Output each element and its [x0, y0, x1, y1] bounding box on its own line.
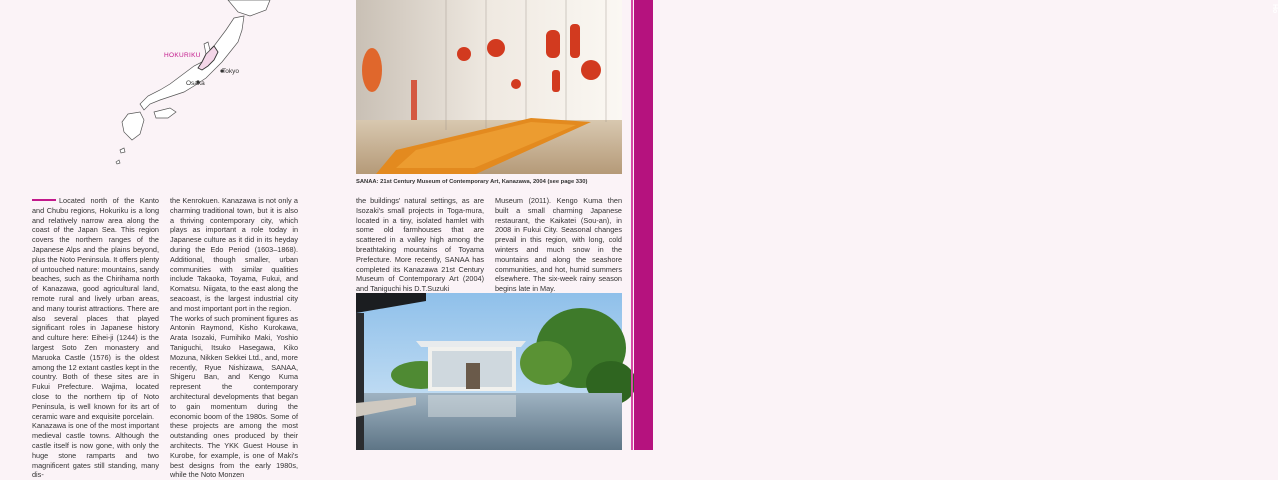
chapter-tab-label: Ho [1271, 4, 1278, 14]
text-column-4 [495, 196, 622, 294]
paragraph: Kanazawa is one of the most important medieval castle towns. Although the castle itself is now gone, with only the huge stone ramparts and two magnificent gates still standing, many dis- [32, 421, 159, 480]
city-label-osaka: Osaka [186, 80, 205, 87]
accent-rule [32, 199, 56, 201]
paragraph: Museum (2011). Kengo Kuma then built a small charming Japanese restaurant, the Kaikatei (Sou-an), in 2008 in Fukui City. Seasonal changes prevail in this region, with long, cold winters and much snow in the mountains and along the seashore communities, and hot, humid summers elsewhere. The six-week rainy season begins late in May. [495, 196, 622, 294]
japan-map [110, 0, 280, 175]
city-label-tokyo: Tokyo [222, 68, 239, 75]
photo-caption: SANAA: 21st Century Museum of Contemporary Art, Kanazawa, 2004 (see page 330) [356, 179, 588, 185]
museum-exterior-photo [356, 293, 622, 450]
museum-interior-photo [356, 0, 622, 174]
paragraph: The works of such prominent figures as Antonin Raymond, Kisho Kurokawa, Arata Isozaki, Fumihiko Maki, Yoshio Taniguchi, Itsuko Hasegawa, Kiko Mozuna, Nikken Sekkei Ltd., and, more recently, Ryue Nishizawa, SANAA, Shigeru Ban, and Kengo Kuma represent the contemporary architectural developments that began to gain momentum during the economic boom of the 1980s. Some of these projects are among the most outstanding ones produced by their architects. The YKK Guest House in Kurobe, for example, is one of Maki's best designs from the early 1980s, while the Noto Monzen [170, 313, 298, 480]
paragraph: Located north of the Kanto and Chubu regions, Hokuriku is a long and relatively narrow area along the coast of the Japan Sea. This region covers the northern ranges of the Japanese Alps and the plains beyond, plus the Noto Peninsula. It offers plenty of untouched nature: mountains, sandy beaches, such as the Chirihama north of Kanazawa, good agricultural land, remote rural and lively urban areas, and many tourist attractions. There are also several places that played significant roles in Japanese history and culture here: Eihei-ji (1244) is the largest Soto Zen monastery and Maruoka Castle (1576) is the oldest among the 12 extant castles kept in the country. Both of these sites are in Fukui Prefecture. Wajima, located close to the northern tip of Noto Peninsula, is well known for its art of ceramic ware and exquisite porcelain. [32, 196, 159, 421]
text-column-3 [356, 196, 484, 294]
text-column-2 [170, 196, 298, 480]
chapter-tab[interactable] [634, 0, 1278, 450]
edge-divider [631, 0, 633, 450]
paragraph: the Kenrokuen. Kanazawa is not only a charming traditional town, but it is also a thriving contemporary city, which plays as important a role today in Japanese culture as it did in its heyday during the Edo Period (1603–1868). Additional, though smaller, urban communities with similar qualities include Takaoka, Toyama, Fukui, and Komatsu. Niigata, to the east along the seacoast, is the largest industrial city and most important port in the region. [170, 196, 298, 313]
paragraph: the buildings' natural settings, as are Isozaki's small projects in Toga-mura, located in a tiny, isolated hamlet with some old farmhouses that are scattered in a valley high among the breathtaking mountains of Toyama Prefecture. More recently, SANAA has completed its Kanazawa 21st Century Museum of Contemporary Art (2004) and Taniguchi his D.T.Suzuki [356, 196, 484, 294]
text-column-1 [32, 196, 159, 480]
region-label-hokuriku: HOKURIKU [164, 52, 201, 59]
